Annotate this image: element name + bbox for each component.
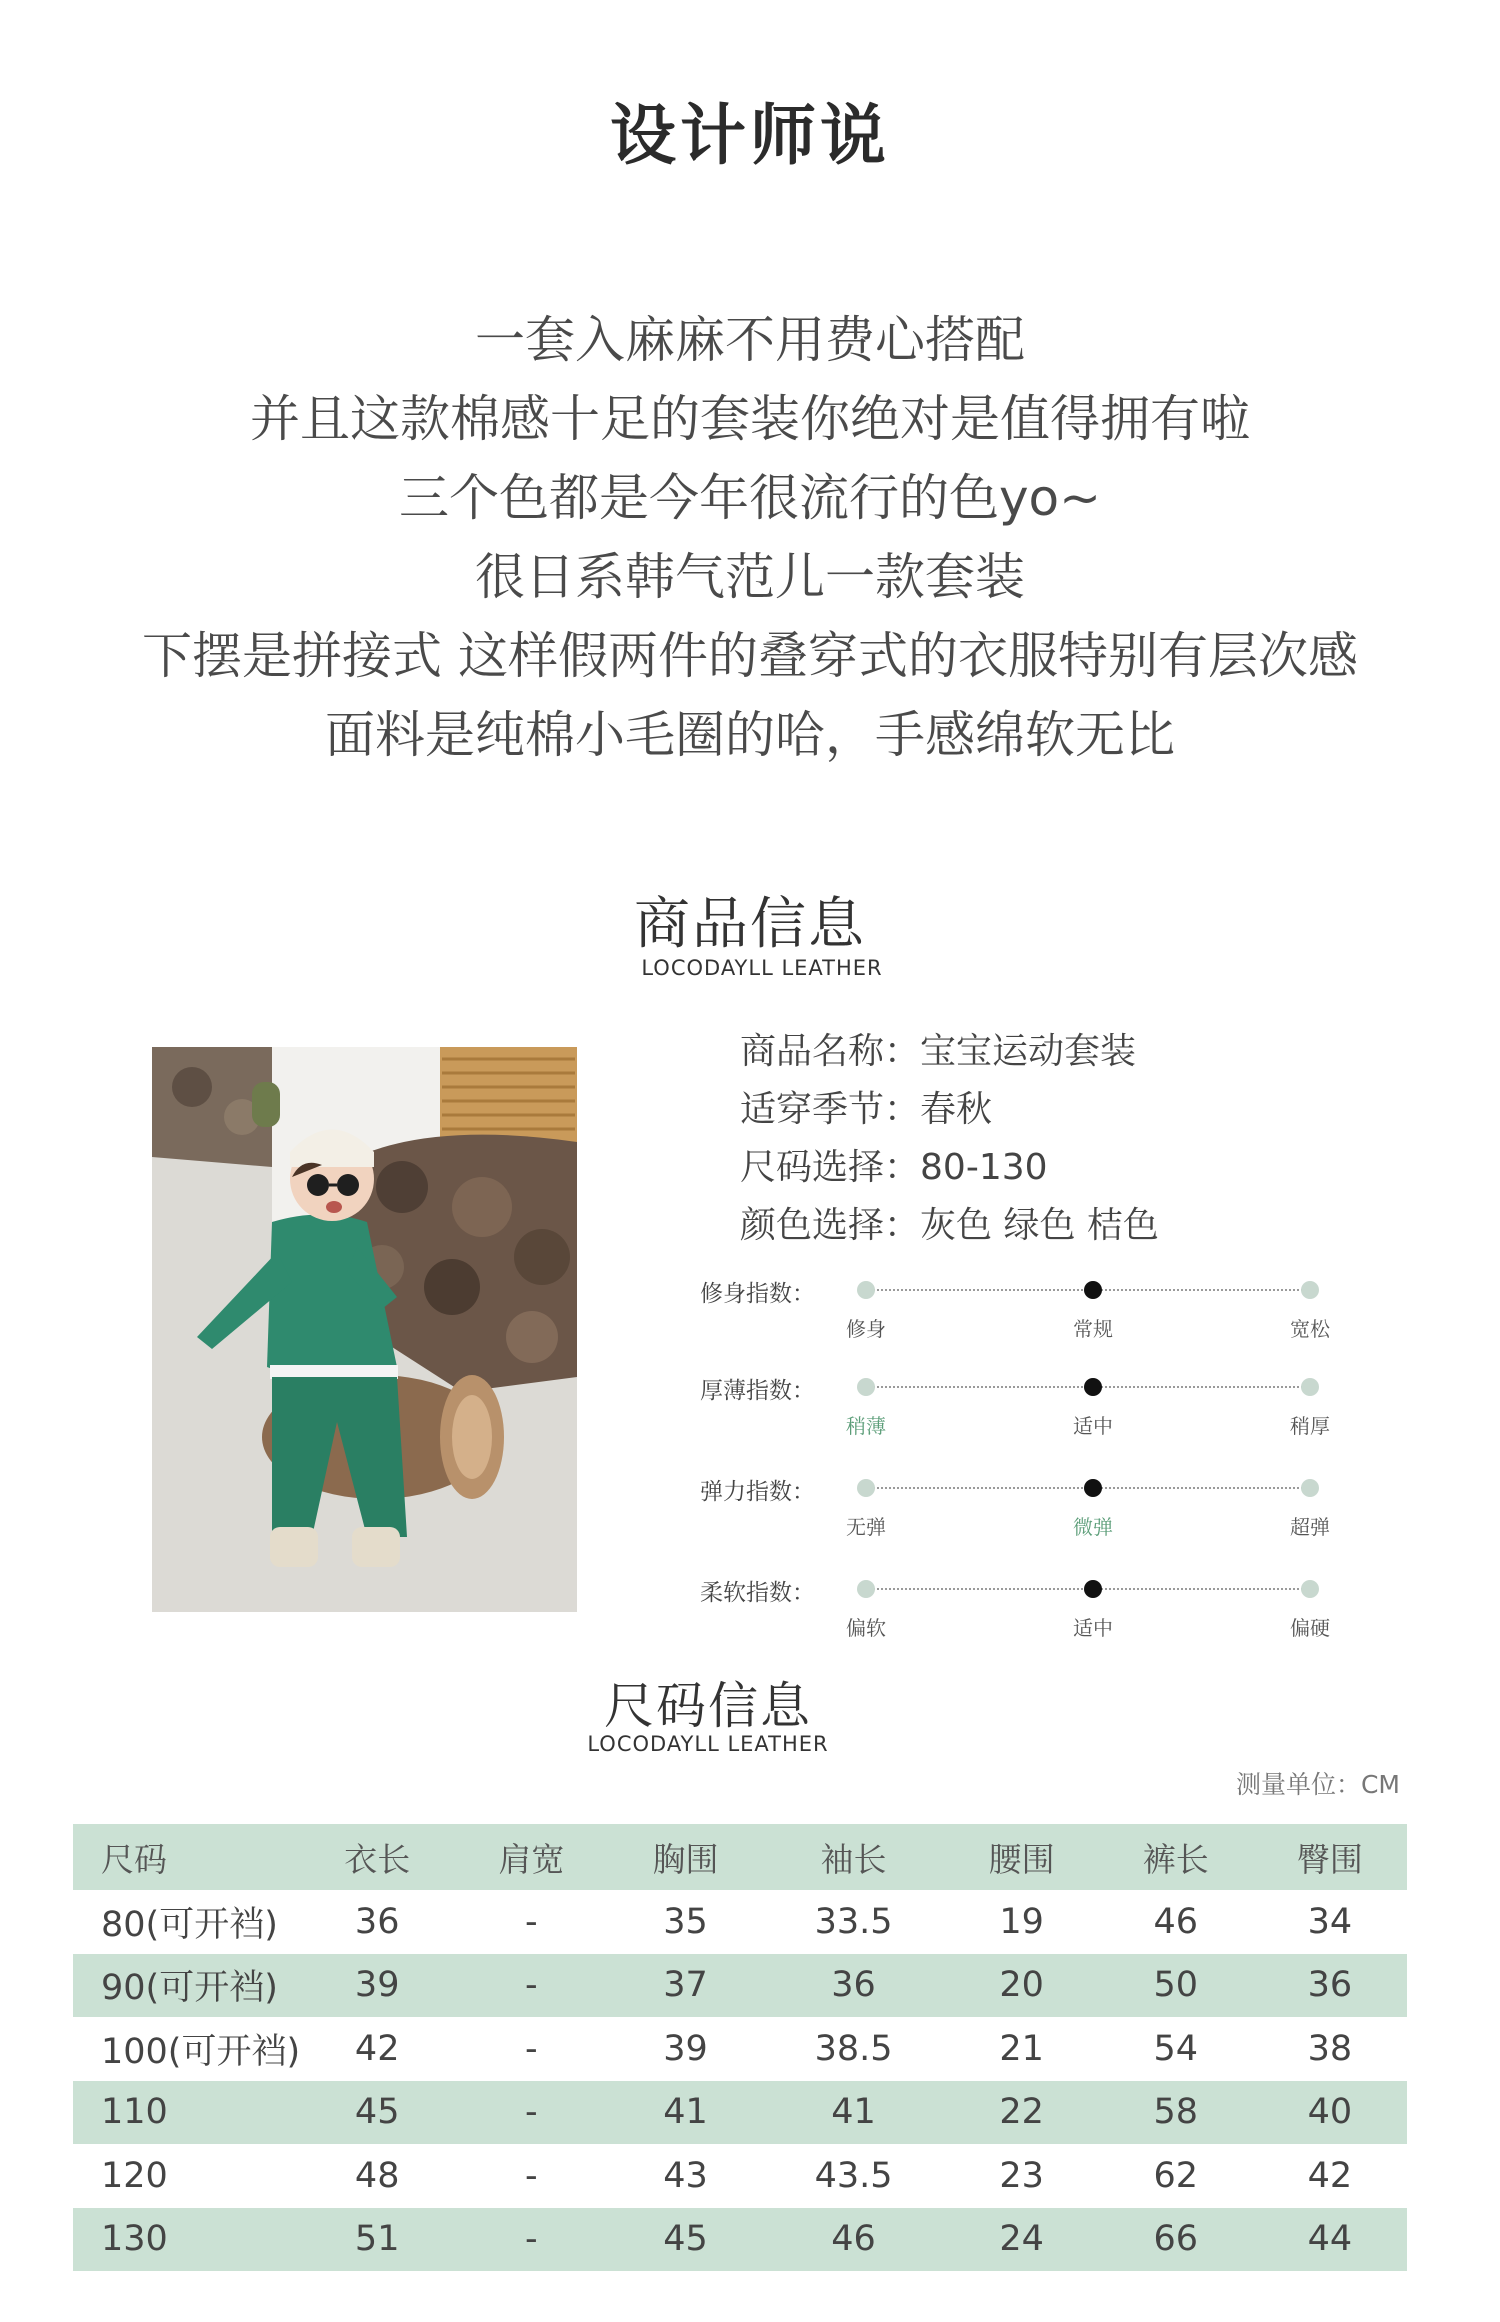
designer-line: 下摆是拼接式 这样假两件的叠穿式的衣服特别有层次感 xyxy=(142,627,1358,685)
index-label: 弹力指数： xyxy=(700,1479,815,1505)
product-photo xyxy=(152,1047,577,1612)
size-cell: 40 xyxy=(1253,2081,1407,2145)
designer-title: 设计师说 xyxy=(610,97,890,174)
size-cell: 41 xyxy=(608,2081,762,2145)
size-cell: 54 xyxy=(1153,2028,1199,2069)
index-option: 偏软 xyxy=(846,1616,886,1640)
size-cell: 24 xyxy=(945,2208,1099,2272)
measurement-unit: 测量单位：CM xyxy=(1235,1770,1400,1799)
size-header-cell: 肩宽 xyxy=(454,1824,608,1890)
size-cell: 39 xyxy=(663,2028,708,2069)
size-table-row xyxy=(73,1890,1407,1954)
index-option: 修身 xyxy=(846,1317,886,1341)
size-cell: 120 xyxy=(101,2155,168,2196)
size-cell: 43.5 xyxy=(814,2155,893,2196)
size-cell: 41 xyxy=(763,2081,945,2145)
size-table-row xyxy=(73,2144,1407,2208)
size-cell: - xyxy=(454,2208,608,2272)
size-cell: 42 xyxy=(1307,2155,1353,2196)
designer-line: 并且这款棉感十足的套装你绝对是值得拥有啦 xyxy=(250,390,1250,448)
size-cell: 80(可开裆) xyxy=(101,1904,278,1945)
designer-line: 三个色都是今年很流行的色yo~ xyxy=(398,469,1102,527)
size-cell: 51 xyxy=(300,2208,454,2272)
index-dot-selected xyxy=(1084,1281,1102,1299)
size-header-cell: 臀围 xyxy=(1253,1824,1407,1890)
size-info-subtitle: LOCODAYLL LEATHER xyxy=(587,1732,829,1756)
index-option: 偏硬 xyxy=(1290,1616,1330,1640)
info-label: 商品名称： xyxy=(740,1031,921,1072)
size-cell: 36 xyxy=(1253,1954,1407,2018)
index-option: 稍厚 xyxy=(1290,1414,1330,1438)
size-cell: - xyxy=(525,2155,538,2196)
info-value: 宝宝运动套装 xyxy=(920,1031,1137,1072)
index-option: 无弹 xyxy=(846,1515,886,1539)
size-cell: 44 xyxy=(1253,2208,1407,2272)
size-header-cell: 裤长 xyxy=(1099,1824,1253,1890)
size-table xyxy=(73,1824,1407,2271)
size-cell: 22 xyxy=(945,2081,1099,2145)
index-label: 修身指数： xyxy=(700,1281,815,1307)
index-label: 柔软指数： xyxy=(700,1580,815,1606)
index-dot xyxy=(1301,1479,1319,1497)
index-dot xyxy=(1301,1580,1319,1598)
index-dot xyxy=(857,1580,875,1598)
size-cell: 38 xyxy=(1307,2028,1353,2069)
index-option: 适中 xyxy=(1073,1616,1113,1640)
size-cell: 130 xyxy=(73,2208,300,2272)
size-cell: 36 xyxy=(354,1901,400,1942)
product-info-row xyxy=(740,1197,1159,1248)
size-cell: 46 xyxy=(763,2208,945,2272)
size-header-cell: 袖长 xyxy=(763,1824,945,1890)
designer-line: 面料是纯棉小毛圈的哈，手感绵软无比 xyxy=(325,706,1175,764)
index-label: 厚薄指数： xyxy=(700,1378,815,1404)
info-value: 80-130 xyxy=(920,1147,1048,1188)
index-dot-selected xyxy=(1084,1580,1102,1598)
size-cell: 35 xyxy=(663,1901,708,1942)
size-cell: 45 xyxy=(300,2081,454,2145)
index-dot-selected xyxy=(1084,1378,1102,1396)
index-option: 常规 xyxy=(1073,1317,1113,1341)
index-option: 超弹 xyxy=(1290,1515,1330,1539)
info-value: 灰色 绿色 桔色 xyxy=(920,1205,1159,1246)
size-info-title: 尺码信息 xyxy=(604,1677,812,1735)
size-cell: - xyxy=(525,2028,538,2069)
size-cell: 43 xyxy=(663,2155,708,2196)
info-label: 适穿季节： xyxy=(740,1089,921,1130)
index-option: 稍薄 xyxy=(846,1414,886,1438)
index-dot xyxy=(857,1378,875,1396)
size-cell: 90(可开裆) xyxy=(73,1954,300,2018)
size-header-cell: 衣长 xyxy=(300,1824,454,1890)
index-dot xyxy=(1301,1281,1319,1299)
product-info-row xyxy=(740,1081,992,1132)
size-table-row xyxy=(73,2017,1407,2081)
size-cell: 42 xyxy=(354,2028,400,2069)
info-label: 尺码选择： xyxy=(740,1147,921,1188)
size-cell: 36 xyxy=(763,1954,945,2018)
size-cell: 21 xyxy=(999,2028,1044,2069)
index-dot-selected xyxy=(1084,1479,1102,1497)
size-header-cell: 尺码 xyxy=(73,1824,300,1890)
size-cell: 48 xyxy=(354,2155,400,2196)
size-table-row xyxy=(73,2208,1407,2272)
index-dot xyxy=(857,1479,875,1497)
size-cell: 45 xyxy=(608,2208,762,2272)
index-option: 适中 xyxy=(1073,1414,1113,1438)
index-dot xyxy=(857,1281,875,1299)
size-header-cell: 胸围 xyxy=(608,1824,762,1890)
size-table-row xyxy=(73,1954,1407,2018)
size-table-header xyxy=(73,1824,1407,1890)
designer-line: 一套入麻麻不用费心搭配 xyxy=(475,311,1025,369)
size-header-cell: 腰围 xyxy=(945,1824,1099,1890)
info-label: 颜色选择： xyxy=(740,1205,921,1246)
size-cell: 33.5 xyxy=(814,1901,893,1942)
size-cell: 66 xyxy=(1099,2208,1253,2272)
size-cell: - xyxy=(525,1901,538,1942)
size-cell: 34 xyxy=(1307,1901,1353,1942)
index-option: 宽松 xyxy=(1290,1317,1330,1341)
size-cell: - xyxy=(454,2081,608,2145)
size-cell: 110 xyxy=(73,2081,300,2145)
size-cell: 58 xyxy=(1099,2081,1253,2145)
info-value: 春秋 xyxy=(920,1089,993,1130)
size-cell: 19 xyxy=(999,1901,1044,1942)
size-cell: 46 xyxy=(1153,1901,1199,1942)
size-cell: 39 xyxy=(300,1954,454,2018)
size-cell: 62 xyxy=(1153,2155,1199,2196)
size-cell: 20 xyxy=(945,1954,1099,2018)
size-cell: 38.5 xyxy=(814,2028,893,2069)
product-info-subtitle: LOCODAYLL LEATHER xyxy=(641,956,883,980)
size-cell: 50 xyxy=(1099,1954,1253,2018)
index-dot xyxy=(1301,1378,1319,1396)
size-table-row xyxy=(73,2081,1407,2145)
size-cell: 23 xyxy=(999,2155,1044,2196)
product-info-row xyxy=(740,1023,1136,1074)
product-info-title: 商品信息 xyxy=(634,892,866,957)
size-cell: 37 xyxy=(608,1954,762,2018)
designer-line: 很日系韩气范儿一款套装 xyxy=(475,548,1025,606)
product-info-row xyxy=(740,1139,1048,1190)
index-option: 微弹 xyxy=(1073,1515,1113,1539)
size-cell: - xyxy=(454,1954,608,2018)
size-cell: 100(可开裆) xyxy=(101,2031,301,2072)
